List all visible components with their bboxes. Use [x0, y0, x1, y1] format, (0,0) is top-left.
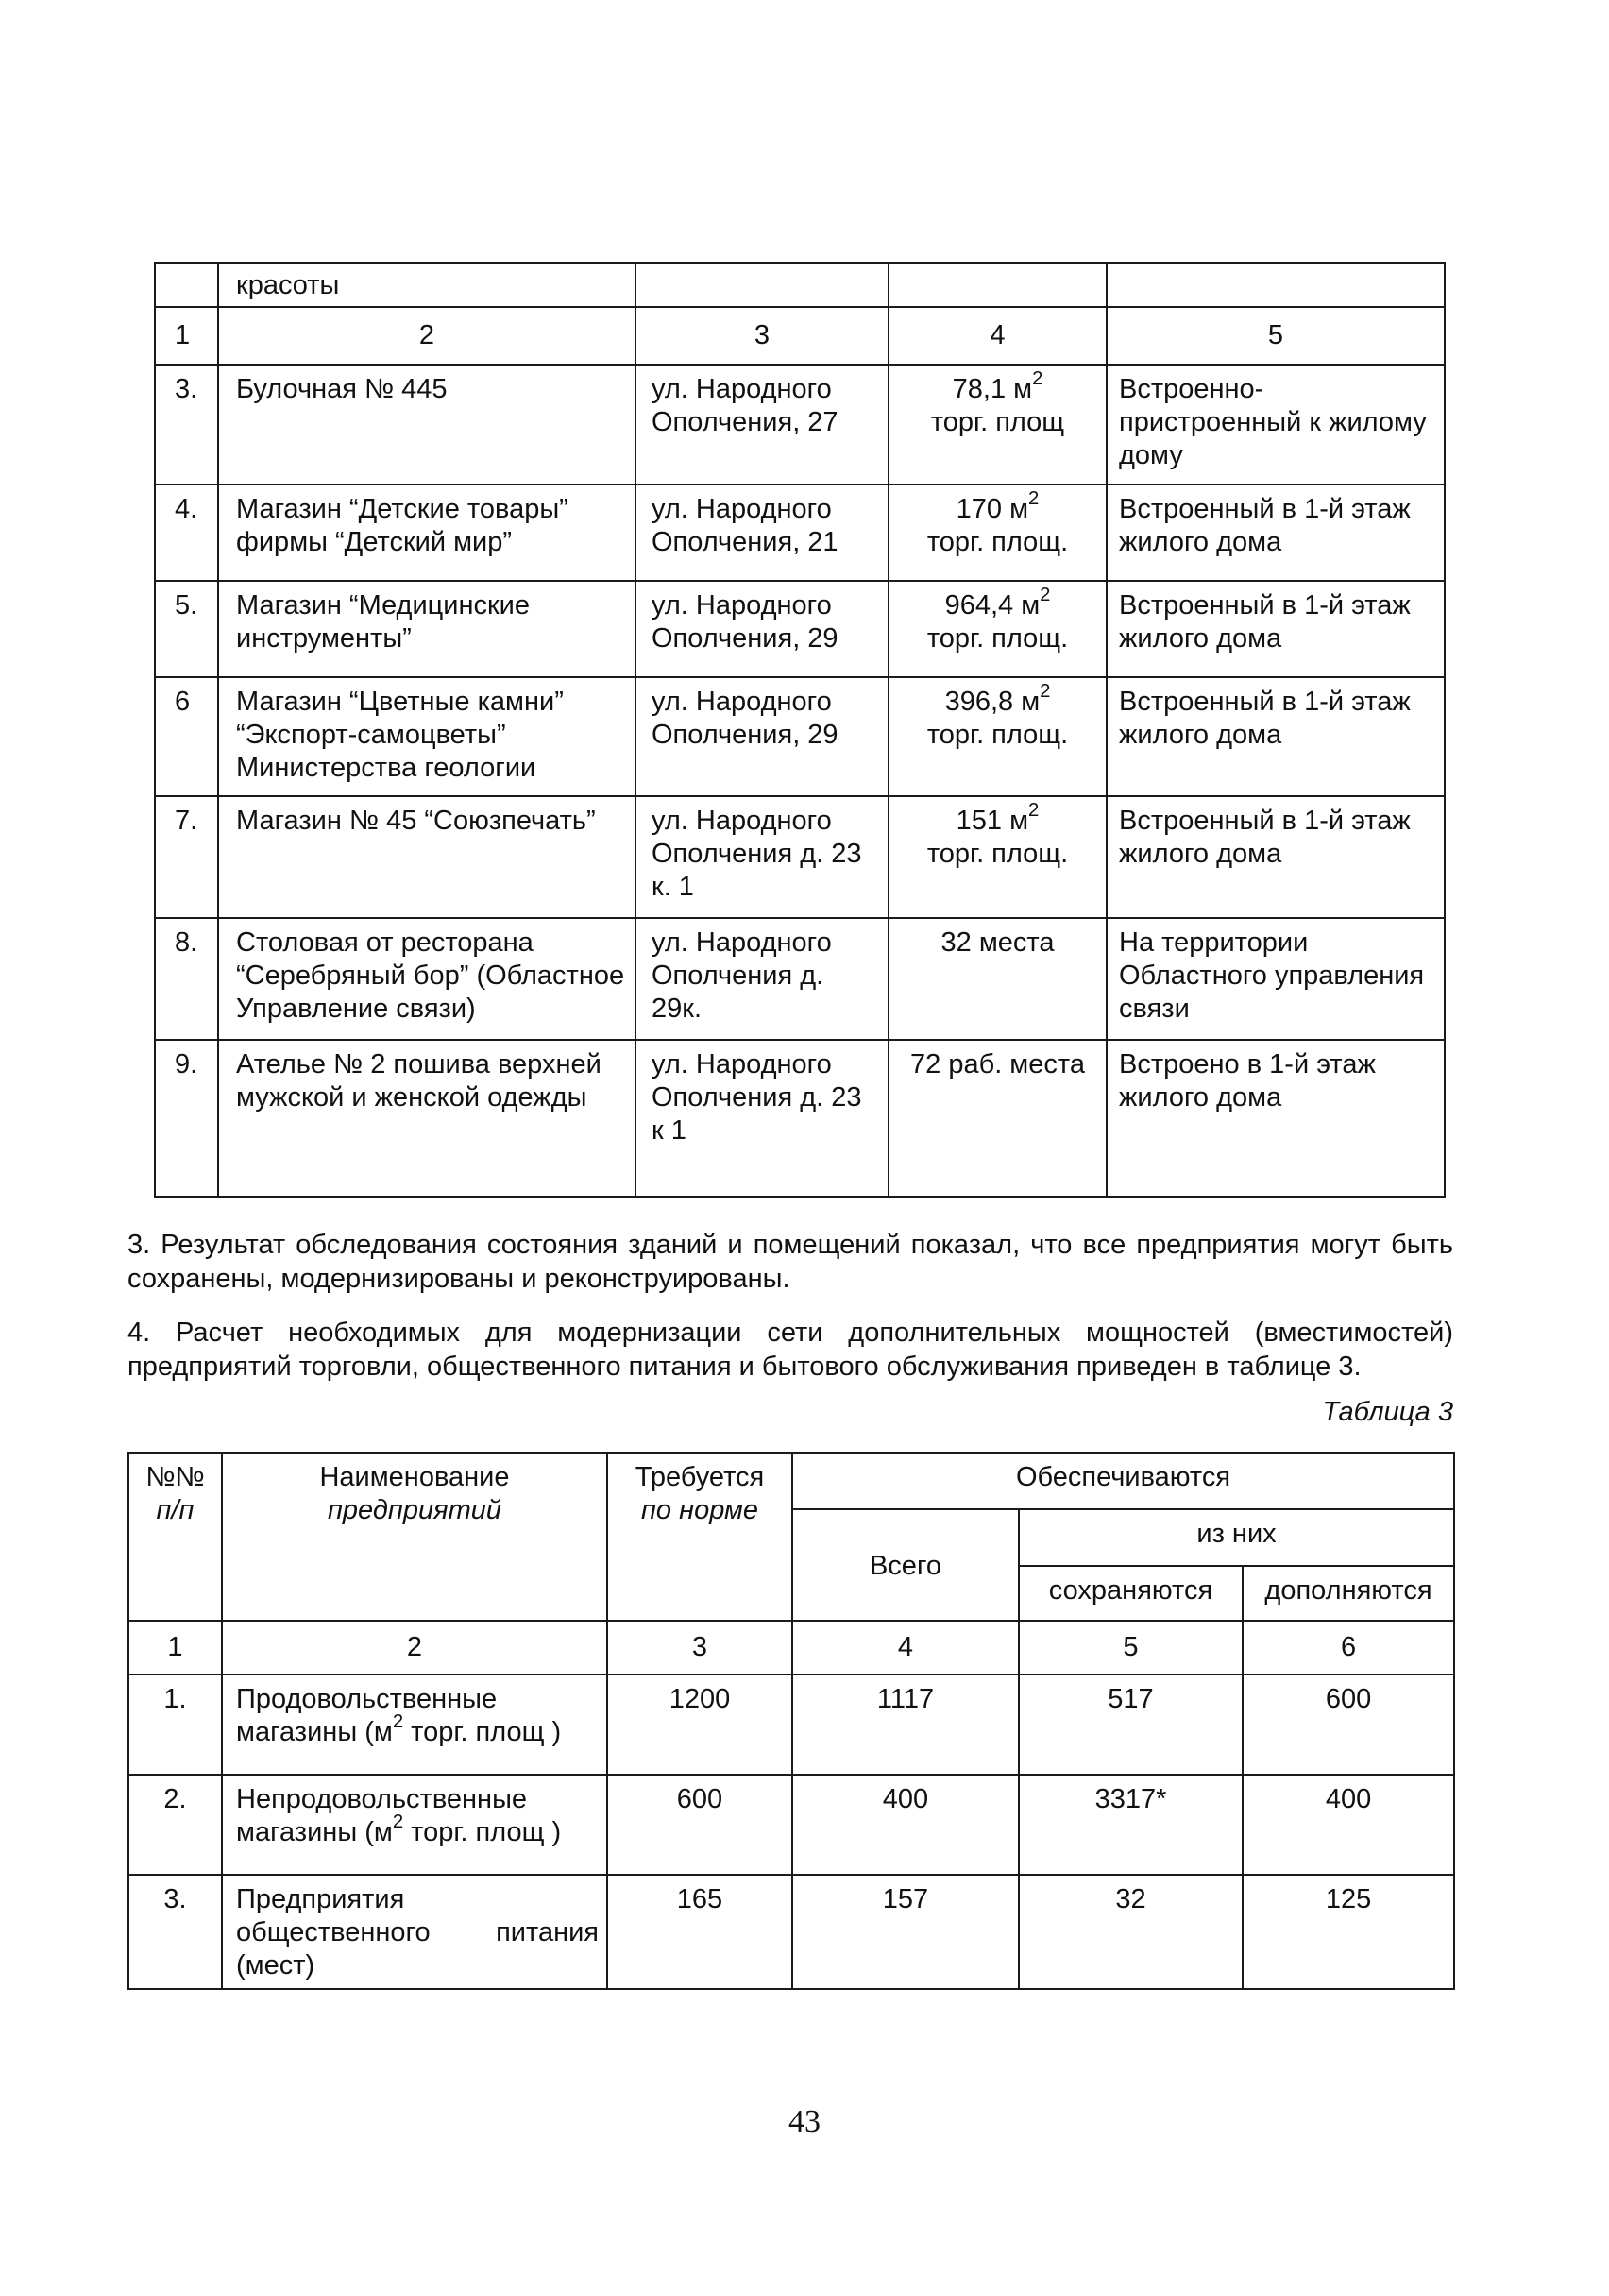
column-index-row	[155, 307, 1445, 365]
enterprise-type-sup: 2	[392, 1711, 404, 1733]
paragraph-3: 3. Результат обследования состояния зданий и помещений показал, что все предприятия могут быть сохранены, модернизированы и реконструированы.	[127, 1230, 1453, 1294]
address: ул. Народного Ополчения, 21	[635, 485, 889, 581]
column-index: 2	[218, 307, 635, 365]
header-num-label: №№	[145, 1462, 205, 1492]
header-num-sub: п/п	[156, 1495, 195, 1525]
added-value: 600	[1243, 1675, 1454, 1775]
area-unit: торг. площ.	[926, 839, 1069, 869]
area-unit: торг. площ	[930, 407, 1065, 437]
table-row	[155, 1040, 1445, 1197]
row-number: 4.	[155, 485, 218, 581]
column-index: 3	[635, 307, 889, 365]
address: ул. Народного Ополчения, 27	[635, 365, 889, 485]
area-sup: 2	[1028, 488, 1040, 510]
header-name-sub: предприятий	[327, 1495, 502, 1525]
enterprise-type	[222, 1675, 607, 1775]
area	[889, 918, 1107, 1040]
placement: Встроенный в 1-й этаж жилого дома	[1107, 677, 1445, 796]
kept-value: 517	[1019, 1675, 1243, 1775]
header-required	[607, 1453, 792, 1621]
table-row	[155, 263, 1445, 307]
header-of-them: из них	[1019, 1509, 1454, 1566]
kept-value: 32	[1019, 1875, 1243, 1989]
added-value: 400	[1243, 1775, 1454, 1875]
table-row	[128, 1875, 1454, 1989]
table-row	[155, 918, 1445, 1040]
address: ул. Народного Ополчения д. 23 к. 1	[635, 796, 889, 918]
column-index: 6	[1243, 1621, 1454, 1675]
table-row	[155, 677, 1445, 796]
area-unit: торг. площ.	[926, 720, 1069, 750]
table-row	[155, 485, 1445, 581]
header-required-sub: по норме	[640, 1495, 759, 1525]
column-index-row	[128, 1621, 1454, 1675]
enterprise-type-text: Непродовольственные магазины (м	[236, 1784, 528, 1847]
area-value: 170 м	[956, 494, 1029, 524]
area-value: 72 раб. места	[910, 1049, 1085, 1080]
placement: На территории Областного управления связи	[1107, 918, 1445, 1040]
column-index: 4	[889, 307, 1107, 365]
enterprise-type-text: Продовольственные магазины (м	[236, 1684, 498, 1747]
header-required-label: Требуется	[635, 1462, 765, 1492]
area-value: 964,4 м	[944, 590, 1041, 621]
placement: Встроенный в 1-й этаж жилого дома	[1107, 796, 1445, 918]
header-provided: Обеспечиваются	[792, 1453, 1454, 1509]
address: ул. Народного Ополчения д. 29к.	[635, 918, 889, 1040]
table-3-caption: Таблица 3	[1322, 1397, 1453, 1427]
area-sup: 2	[1040, 681, 1051, 703]
table-row	[155, 365, 1445, 485]
area-unit: торг. площ.	[926, 527, 1069, 557]
column-index: 1	[155, 307, 218, 365]
header-name	[222, 1453, 607, 1621]
column-index: 4	[792, 1621, 1019, 1675]
area	[889, 796, 1107, 918]
area-value: 32 места	[940, 927, 1055, 958]
area-value: 396,8 м	[944, 687, 1041, 717]
enterprise-name: Магазин “Медицинские инструменты”	[218, 581, 635, 677]
header-num	[128, 1453, 222, 1621]
table-row	[155, 796, 1445, 918]
row-number: 8.	[155, 918, 218, 1040]
placement: Встроенный в 1-й этаж жилого дома	[1107, 485, 1445, 581]
added-value: 125	[1243, 1875, 1454, 1989]
area-value: 151 м	[956, 806, 1029, 836]
area	[889, 365, 1107, 485]
enterprise-type-sup: 2	[392, 1811, 404, 1833]
row-number: 1.	[128, 1675, 222, 1775]
table-header-row	[128, 1453, 1454, 1509]
total-value: 157	[792, 1875, 1019, 1989]
table-row	[155, 581, 1445, 677]
kept-value: 3317*	[1019, 1775, 1243, 1875]
area-sup: 2	[1040, 585, 1051, 606]
enterprise-type-unit: торг. площ )	[403, 1817, 562, 1847]
header-total: Всего	[792, 1509, 1019, 1621]
enterprise-type-unit: торг. площ )	[403, 1717, 562, 1747]
row-number: 7.	[155, 796, 218, 918]
enterprise-type-text: Предприятия общественного питания (мест)	[236, 1884, 599, 1981]
address: ул. Народного Ополчения д. 23 к 1	[635, 1040, 889, 1197]
header-added: дополняются	[1243, 1566, 1454, 1621]
row-number: 9.	[155, 1040, 218, 1197]
area	[889, 1040, 1107, 1197]
row-number: 6	[155, 677, 218, 796]
address: ул. Народного Ополчения, 29	[635, 581, 889, 677]
area-value: 78,1 м	[952, 374, 1033, 404]
total-value: 400	[792, 1775, 1019, 1875]
enterprise-name: Магазин № 45 “Союзпечать”	[218, 796, 635, 918]
column-index: 3	[607, 1621, 792, 1675]
paragraph-4: 4. Расчет необходимых для модернизации сети дополнительных мощностей (вместимостей) предприятий торговли, общественного питания и бытового обслуживания приведен в таблице 3.	[127, 1318, 1453, 1382]
area-sup: 2	[1032, 368, 1043, 390]
table-1-continuation	[154, 262, 1446, 1198]
address: ул. Народного Ополчения, 29	[635, 677, 889, 796]
row-number: 3.	[155, 365, 218, 485]
enterprise-name: Магазин “Детские товары” фирмы “Детский мир”	[218, 485, 635, 581]
enterprise-name: Булочная № 445	[218, 365, 635, 485]
enterprise-name: Ателье № 2 пошива верхней мужской и женской одежды	[218, 1040, 635, 1197]
row-number: 5.	[155, 581, 218, 677]
required-value: 1200	[607, 1675, 792, 1775]
enterprise-name: Столовая от ресторана “Серебряный бор” (Областное Управление связи)	[218, 918, 635, 1040]
table-3	[127, 1452, 1455, 1990]
area	[889, 581, 1107, 677]
area-sup: 2	[1028, 800, 1040, 822]
enterprise-name: Магазин “Цветные камни” “Экспорт-самоцветы” Министерства геологии	[218, 677, 635, 796]
column-index: 2	[222, 1621, 607, 1675]
placement: Встроено в 1-й этаж жилого дома	[1107, 1040, 1445, 1197]
area	[889, 677, 1107, 796]
column-index: 1	[128, 1621, 222, 1675]
column-index: 5	[1107, 307, 1445, 365]
column-index: 5	[1019, 1621, 1243, 1675]
area	[889, 485, 1107, 581]
row-number: 2.	[128, 1775, 222, 1875]
area-unit: торг. площ.	[926, 623, 1069, 654]
continuation-text: красоты	[218, 263, 635, 307]
header-kept: сохраняются	[1019, 1566, 1243, 1621]
placement: Встроенный в 1-й этаж жилого дома	[1107, 581, 1445, 677]
enterprise-type	[222, 1875, 607, 1989]
total-value: 1117	[792, 1675, 1019, 1775]
placement: Встроенно-пристроенный к жилому дому	[1107, 365, 1445, 485]
header-name-label: Наименование	[319, 1462, 510, 1492]
required-value: 600	[607, 1775, 792, 1875]
table-row	[128, 1775, 1454, 1875]
table-row	[128, 1675, 1454, 1775]
page-number: 43	[788, 2104, 821, 2139]
required-value: 165	[607, 1875, 792, 1989]
enterprise-type	[222, 1775, 607, 1875]
row-number: 3.	[128, 1875, 222, 1989]
